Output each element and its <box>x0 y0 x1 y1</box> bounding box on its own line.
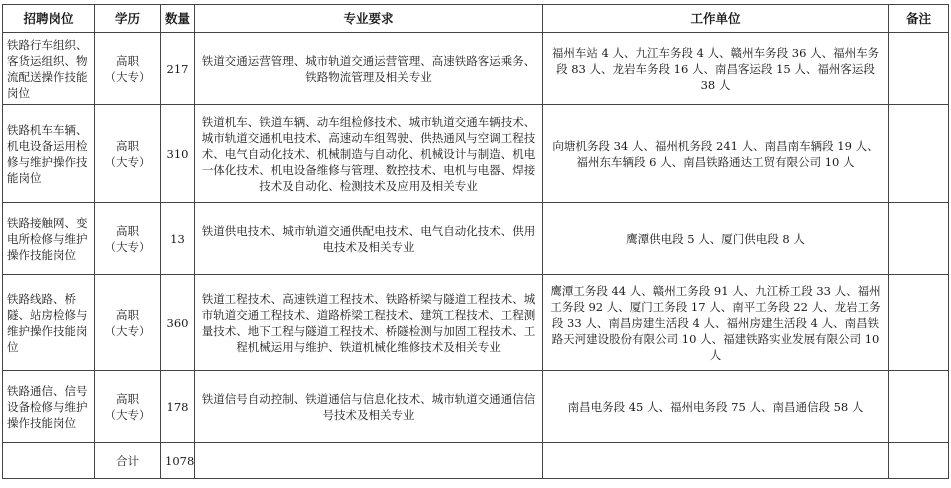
cell-remarks <box>889 275 949 371</box>
cell-total-empty <box>889 443 949 479</box>
education-line2: （大专） <box>104 69 151 84</box>
cell-count: 178 <box>161 371 195 443</box>
table-row <box>3 203 949 275</box>
header-count: 数量 <box>161 5 195 33</box>
table-header-row <box>3 5 949 33</box>
cell-education <box>95 371 161 443</box>
education-line2: （大专） <box>104 239 151 254</box>
education-line1: 高职 <box>116 391 139 406</box>
education-line1: 高职 <box>116 53 139 68</box>
cell-education <box>95 275 161 371</box>
cell-remarks <box>889 105 949 203</box>
cell-units: 南昌电务段 45 人、福州电务段 75 人、南昌通信段 58 人 <box>543 371 889 443</box>
cell-count: 310 <box>161 105 195 203</box>
cell-position: 铁路线路、桥隧、站房检修与维护操作技能岗位 <box>3 275 95 371</box>
table-row <box>3 105 949 203</box>
cell-count: 13 <box>161 203 195 275</box>
table-row <box>3 371 949 443</box>
cell-major: 铁道信号自动控制、铁道通信与信息化技术、城市轨道交通通信信号技术及相关专业 <box>195 371 543 443</box>
education-line1: 高职 <box>116 138 139 153</box>
cell-units: 鹰潭工务段 44 人、赣州工务段 91 人、九江桥工段 33 人、福州工务段 92 人、厦门工务段 17 人、南平工务段 22 人、龙岩工务段 33 人、南昌房建生活段 4 人、福州房建生活段 4 人、南昌铁路天河建设股份有限公司 10 人、福建铁路实业发展有限公司 10 人 <box>543 275 889 371</box>
cell-units: 向塘机务段 34 人、福州机务段 241 人、南昌南车辆段 19 人、福州东车辆段 6 人、南昌铁路通达工贸有限公司 10 人 <box>543 105 889 203</box>
total-label: 合计 <box>95 443 161 479</box>
cell-education <box>95 105 161 203</box>
total-count: 1078 <box>161 443 195 479</box>
cell-units: 福州车站 4 人、九江车务段 4 人、赣州车务段 36 人、福州车务段 83 人、龙岩车务段 16 人、南昌客运段 15 人、福州客运段 38 人 <box>543 33 889 105</box>
cell-position: 铁路机车车辆、机电设备运用检修与维护操作技能岗位 <box>3 105 95 203</box>
cell-remarks <box>889 33 949 105</box>
cell-position: 铁路行车组织、客货运组织、物流配送操作技能岗位 <box>3 33 95 105</box>
cell-major: 铁道供电技术、城市轨道交通供配电技术、电气自动化技术、供用电技术及相关专业 <box>195 203 543 275</box>
cell-education <box>95 33 161 105</box>
education-line1: 高职 <box>116 307 139 322</box>
education-line2: （大专） <box>104 407 151 422</box>
header-remarks: 备注 <box>889 5 949 33</box>
header-major: 专业要求 <box>195 5 543 33</box>
cell-total-empty <box>543 443 889 479</box>
education-line2: （大专） <box>104 323 151 338</box>
header-education: 学历 <box>95 5 161 33</box>
cell-count: 360 <box>161 275 195 371</box>
header-units: 工作单位 <box>543 5 889 33</box>
header-position: 招聘岗位 <box>3 5 95 33</box>
total-row <box>3 443 949 479</box>
cell-major: 铁道工程技术、高速铁道工程技术、铁路桥梁与隧道工程技术、城市轨道交通工程技术、道路桥梁工程技术、建筑工程技术、工程测量技术、地下工程与隧道工程技术、桥隧检测与加固工程技术、工程机械运用与维护、铁道机械化维修技术及相关专业 <box>195 275 543 371</box>
cell-position: 铁路接触网、变电所检修与维护操作技能岗位 <box>3 203 95 275</box>
cell-major: 铁道交通运营管理、城市轨道交通运营管理、高速铁路客运乘务、铁路物流管理及相关专业 <box>195 33 543 105</box>
recruitment-table <box>2 4 949 479</box>
cell-count: 217 <box>161 33 195 105</box>
education-line2: （大专） <box>104 154 151 169</box>
table-row <box>3 33 949 105</box>
cell-units: 鹰潭供电段 5 人、厦门供电段 8 人 <box>543 203 889 275</box>
cell-total-empty <box>3 443 95 479</box>
table-row <box>3 275 949 371</box>
cell-remarks <box>889 371 949 443</box>
cell-major: 铁道机车、铁道车辆、动车组检修技术、城市轨道交通车辆技术、城市轨道交通机电技术、高速动车组驾驶、供热通风与空调工程技术、电气自动化技术、机械制造与自动化、机械设计与制造、机电一体化技术、机电设备维修与管理、数控技术、电机与电器、焊接技术及自动化、检测技术及应用及相关专业 <box>195 105 543 203</box>
cell-education <box>95 203 161 275</box>
cell-remarks <box>889 203 949 275</box>
cell-total-empty <box>195 443 543 479</box>
cell-position: 铁路通信、信号设备检修与维护操作技能岗位 <box>3 371 95 443</box>
education-line1: 高职 <box>116 223 139 238</box>
